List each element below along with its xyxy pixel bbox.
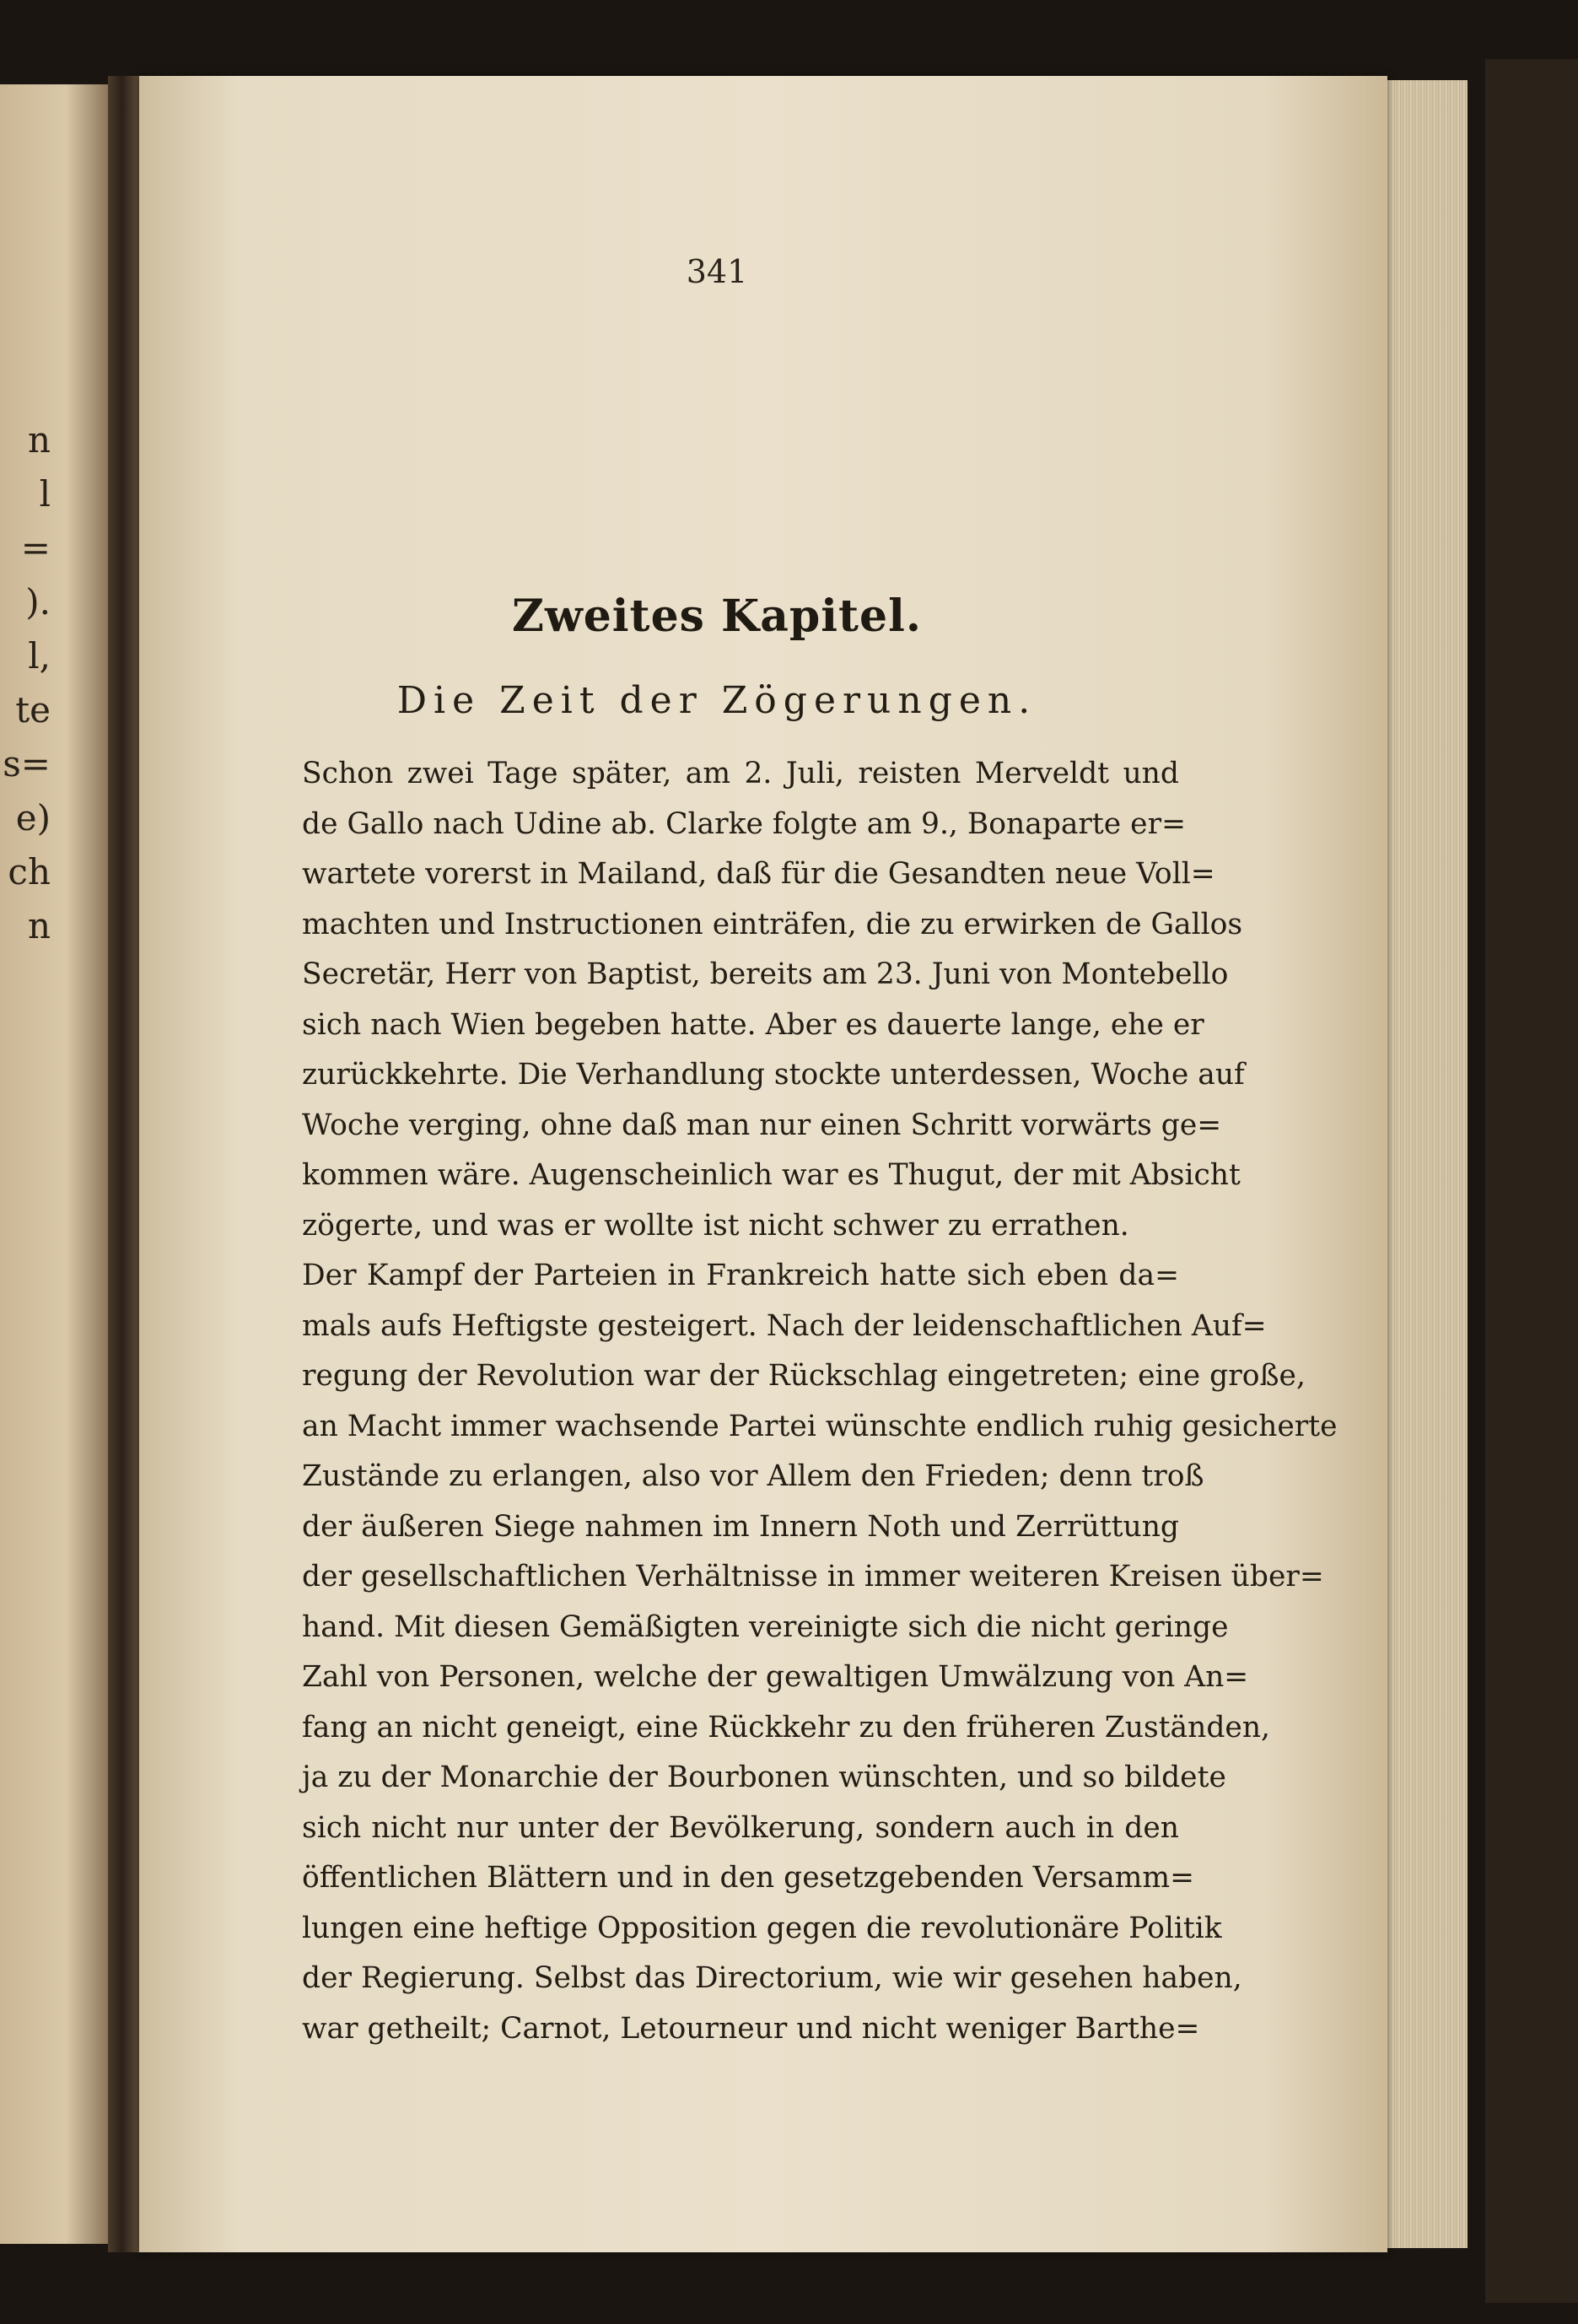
text-line: Secretär, Herr von Baptist, bereits am 23. Juni von Montebello: [302, 957, 1229, 991]
page-fore-edge: [1383, 80, 1468, 2248]
left-fragment: n: [27, 905, 51, 946]
left-fragment: ch: [8, 851, 51, 892]
text-line: sich nicht nur unter der Bevölkerung, sondern auch in den: [302, 1810, 1179, 1845]
left-page-edge: [0, 84, 110, 2244]
book-cover-edge: [1485, 59, 1578, 2303]
text-line: sich nach Wien begeben hatte. Aber es dauerte lange, ehe er: [302, 1007, 1204, 1042]
left-page-text-fragments: [0, 413, 51, 953]
text-line: zögerte, und was er wollte ist nicht schwer zu errathen.: [302, 1208, 1129, 1243]
text-line: ja zu der Monarchie der Bourbonen wünschten, und so bildete: [302, 1761, 1226, 1794]
text-line: Zustände zu erlangen, also vor Allem den Frieden; denn troß: [302, 1459, 1204, 1493]
left-fragment: l,: [28, 635, 51, 677]
book-gutter: [108, 76, 143, 2252]
text-line: der Regierung. Selbst das Directorium, wie wir gesehen haben,: [302, 1961, 1242, 1995]
text-line: Woche verging, ohne daß man nur einen Schritt vorwärts ge=: [302, 1108, 1222, 1142]
text-line: hand. Mit diesen Gemäßigten vereinigte sich die nicht geringe: [302, 1610, 1229, 1644]
text-line: kommen wäre. Augenscheinlich war es Thugut, der mit Absicht: [302, 1158, 1241, 1192]
left-fragment: e): [15, 797, 51, 838]
chapter-title: Zweites Kapitel.: [511, 590, 922, 642]
text-line: Zahl von Personen, welche der gewaltigen Umwälzung von An=: [302, 1660, 1249, 1694]
left-fragment: te: [15, 689, 51, 731]
paragraph-2: [243, 1251, 1338, 2054]
text-line: an Macht immer wachsende Partei wünschte endlich ruhig gesicherte: [302, 1409, 1338, 1443]
body-text: [243, 749, 1338, 2054]
page-number: 341: [686, 253, 748, 290]
text-line: machten und Instructionen einträfen, die zu erwirken de Gallos: [302, 907, 1243, 941]
text-line: öffentlichen Blättern und in den gesetzgebenden Versamm=: [302, 1861, 1195, 1895]
left-fragment: =: [20, 527, 51, 569]
text-line: mals aufs Heftigste gesteigert. Nach der leidenschaftlichen Auf=: [302, 1308, 1267, 1343]
chapter-subtitle: Die Zeit der Zögerungen.: [396, 679, 1037, 722]
left-fragment: l: [39, 473, 51, 515]
left-fragment: n: [27, 419, 51, 461]
text-line: zurückkehrte. Die Verhandlung stockte unterdessen, Woche auf: [302, 1058, 1245, 1092]
text-line: regung der Revolution war der Rückschlag eingetreten; eine große,: [302, 1359, 1306, 1393]
text-line: lungen eine heftige Opposition gegen die revolutionäre Politik: [302, 1911, 1222, 1945]
text-line: de Gallo nach Udine ab. Clarke folgte am 9., Bonaparte er=: [302, 806, 1186, 841]
text-line: Der Kampf der Parteien in Frankreich hatte sich eben da=: [302, 1259, 1179, 1292]
paragraph-1: [243, 749, 1245, 1251]
left-fragment: ).: [25, 581, 51, 623]
text-line: war getheilt; Carnot, Letourneur und nicht weniger Barthe=: [302, 2011, 1200, 2046]
text-line: wartete vorerst in Mailand, daß für die Gesandten neue Voll=: [302, 857, 1215, 891]
text-line: der gesellschaftlichen Verhältnisse in immer weiteren Kreisen über=: [302, 1560, 1324, 1593]
text-line: Schon zwei Tage später, am 2. Juli, reisten Merveldt und: [302, 757, 1179, 790]
text-line: fang an nicht geneigt, eine Rückkehr zu den früheren Zuständen,: [302, 1710, 1271, 1744]
text-line: der äußeren Siege nahmen im Innern Noth und Zerrüttung: [302, 1509, 1179, 1544]
left-fragment: s=: [3, 743, 51, 785]
